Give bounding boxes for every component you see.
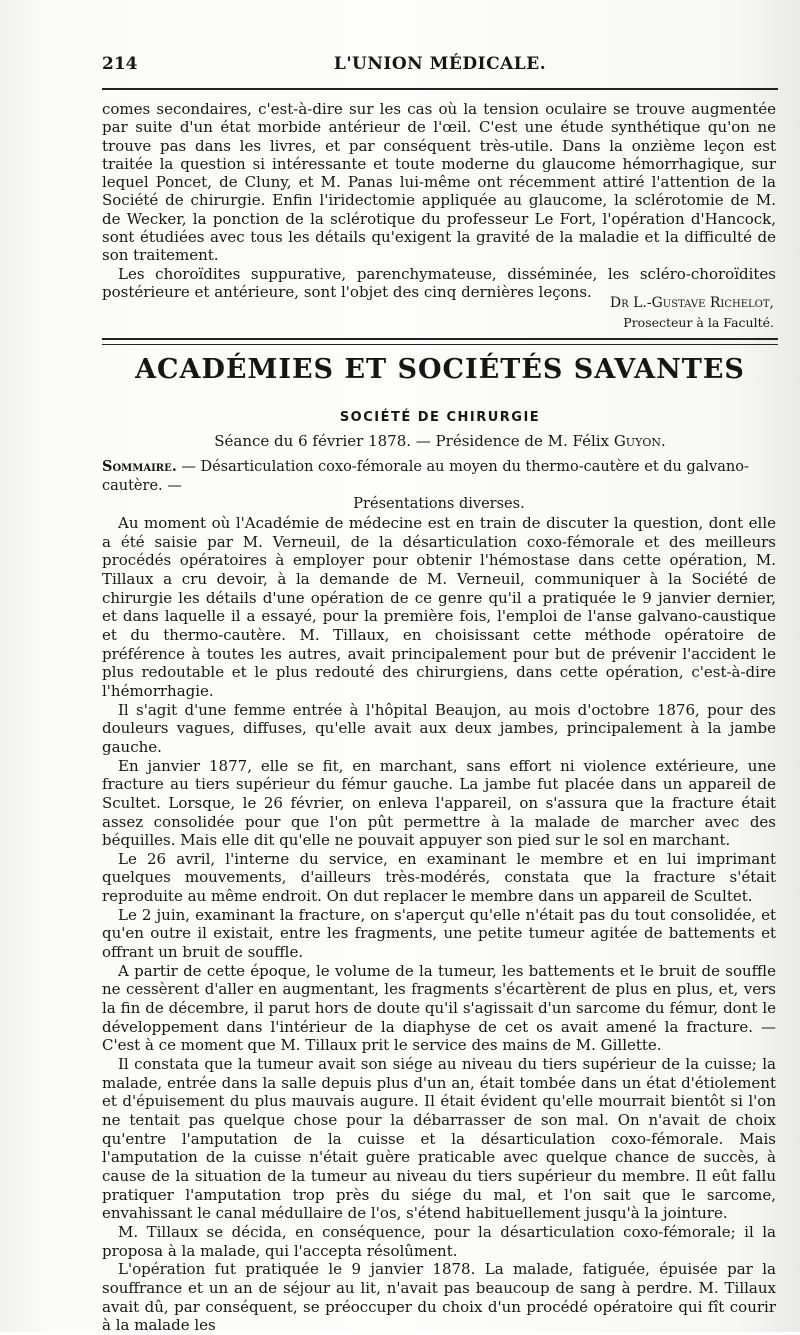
article-body: [102, 514, 776, 1335]
seance-line: [102, 432, 778, 450]
body-paragraph: A partir de cette époque, le volume de la tumeur, les battements et le bruit de souffle ne cessèrent d'aller en augmentant, les fragments s'écartèrent de plus en plus, et, vers la fin de décembre, il parut hors de doute qu'il s'agissait d'un sarcome du fémur, dont le développement dans l'intérieur de la diaphyse de cet os avait amené la fracture. — C'est à ce moment que M. Tillaux prit le service des mains de M. Gillette.: [102, 961, 776, 1055]
body-paragraph: En janvier 1877, elle se fit, en marchant, sans effort ni violence extérieure, une fracture au tiers supérieur du fémur gauche. La jambe fut placée dans un appareil de Scultet. Lorsque, le 26 février, on enleva l'appareil, on s'assura que la fracture était assez consolidée pour que l'on pût permettre à la malade de marcher avec des béquilles. Mais elle dit qu'elle ne pouvait appuyer son pied sur le sol en marchant.: [102, 756, 776, 850]
review-paragraph-2: Les choroïdites suppurative, parenchymateuse, disséminée, les scléro-choroïdites postérieure et antérieure, sont l'objet des cinq dernières leçons.: [102, 264, 776, 301]
header-rule: [102, 88, 778, 90]
society-heading: SOCIÉTÉ DE CHIRURGIE: [339, 410, 541, 425]
author-role: Prosecteur à la Faculté.: [623, 315, 774, 330]
body-paragraph: Au moment où l'Académie de médecine est en train de discuter la question, dont elle a été saisie par M. Verneuil, de la désarticulation coxo-fémorale et des meilleurs procédés opératoires à employer pour obtenir l'hémostase dans cette opération, M. Tillaux a cru devoir, à la demande de M. Verneuil, communiquer à la Société de chirurgie les détails d'une opération de ce genre qu'il a pratiquée le 9 janvier dernier, et dans laquelle il a essayé, pour la première fois, l'emploi de l'anse galvano-caustique et du thermo-cautère. M. Tillaux, en choisissant cette méthode opératoire de préférence à toutes les autres, avait principalement pour but de prévenir l'accident le plus redoutable et le plus redouté des chirurgiens, dans cette opération, c'est-à-dire l'hémorrhagie.: [102, 514, 776, 700]
sommaire-text-2: Présentations diverses.: [353, 496, 525, 512]
author-name: Dr L.-Gustave Richelot,: [609, 295, 774, 311]
sommaire-text: — Désarticulation coxo-fémorale au moyen du thermo-cautère et du galvano-cautère. —: [102, 459, 749, 494]
page-number: 214: [102, 54, 138, 74]
journal-title: L'UNION MÉDICALE.: [333, 54, 547, 74]
president-name: Guyon.: [613, 432, 666, 450]
body-paragraph: Il s'agit d'une femme entrée à l'hôpital Beaujon, au mois d'octobre 1876, pour des douleurs vagues, diffuses, qu'elle avait aux deux jambes, principalement à la jambe gauche.: [102, 700, 776, 756]
body-paragraph: Le 26 avril, l'interne du service, en examinant le membre et en lui imprimant quelques mouvements, d'ailleurs très-modérés, constata que la fracture s'était reproduite au même endroit. On dut replacer le membre dans un appareil de Scultet.: [102, 849, 776, 906]
section-rule-bottom: [102, 344, 778, 345]
review-signature: [610, 294, 774, 332]
sommaire: [102, 458, 776, 514]
section-title: ACADÉMIES ET SOCIÉTÉS SAVANTES: [135, 354, 745, 385]
review-paragraph-1: comes secondaires, c'est-à-dire sur les cas où la tension oculaire se trouve augmentée par suite d'un état morbide antérieur de l'œil. C'est une étude synthétique qu'on ne trouve pas dans les livres, et par conséquent très-utile. Dans la onzième leçon est traitée la question si intéressante et toute moderne du glaucome hémorrhagique, sur lequel Poncet, de Cluny, et M. Panas lui-même ont récemment attiré l'attention de la Société de chirurgie. Enfin l'iridectomie appliquée au glaucome, la sclérotomie de M. de Wecker, la ponction de la sclérotique du professeur Le Fort, l'opération d'Hancock, sont étudiées avec tous les détails qu'exigent la gravité de la maladie et la difficulté de son traitement.: [102, 100, 776, 265]
body-paragraph: Il constata que la tumeur avait son siége au niveau du tiers supérieur de la cuisse; la malade, entrée dans la salle depuis plus d'un an, était tombée dans un état d'étiolement et d'épuisement du plus mauvais augure. Il était évident qu'elle mourrait bientôt si l'on ne tentait pas quelque chose pour la débarrasser de son mal. On n'avait de choix qu'entre l'amputation de la cuisse et la désarticulation coxo-fémorale. Mais l'amputation de la cuisse n'était guère praticable avec quelque chance de succès, à cause de la situation de la tumeur au niveau du tiers supérieur du membre. Il eût fallu pratiquer l'amputation trop près du siége du mal, et l'on sait que le sarcome, envahissant le canal médullaire de l'os, s'étend habituellement jusqu'à la jointure.: [102, 1055, 776, 1223]
section-rule-top: [102, 338, 778, 340]
sommaire-label: Sommaire.: [102, 458, 177, 475]
page-header: [102, 52, 778, 82]
body-paragraph: M. Tillaux se décida, en conséquence, pour la désarticulation coxo-fémorale; il la proposa à la malade, qui l'accepta résolûment.: [102, 1222, 776, 1260]
book-review-text: [102, 100, 776, 301]
seance-text: Séance du 6 février 1878. — Présidence de M. Félix: [214, 432, 614, 450]
body-paragraph: L'opération fut pratiquée le 9 janvier 1878. La malade, fatiguée, épuisée par la souffrance et un an de séjour au lit, n'avait pas beaucoup de sang à perdre. M. Tillaux avait dû, par conséquent, se préoccuper du choix d'un procédé opératoire qui fît courir à la malade les: [102, 1260, 776, 1335]
body-paragraph: Le 2 juin, examinant la fracture, on s'aperçut qu'elle n'était pas du tout consolidée, et qu'en outre il existait, entre les fragments, une petite tumeur agitée de battements et offrant un bruit de souffle.: [102, 905, 776, 962]
